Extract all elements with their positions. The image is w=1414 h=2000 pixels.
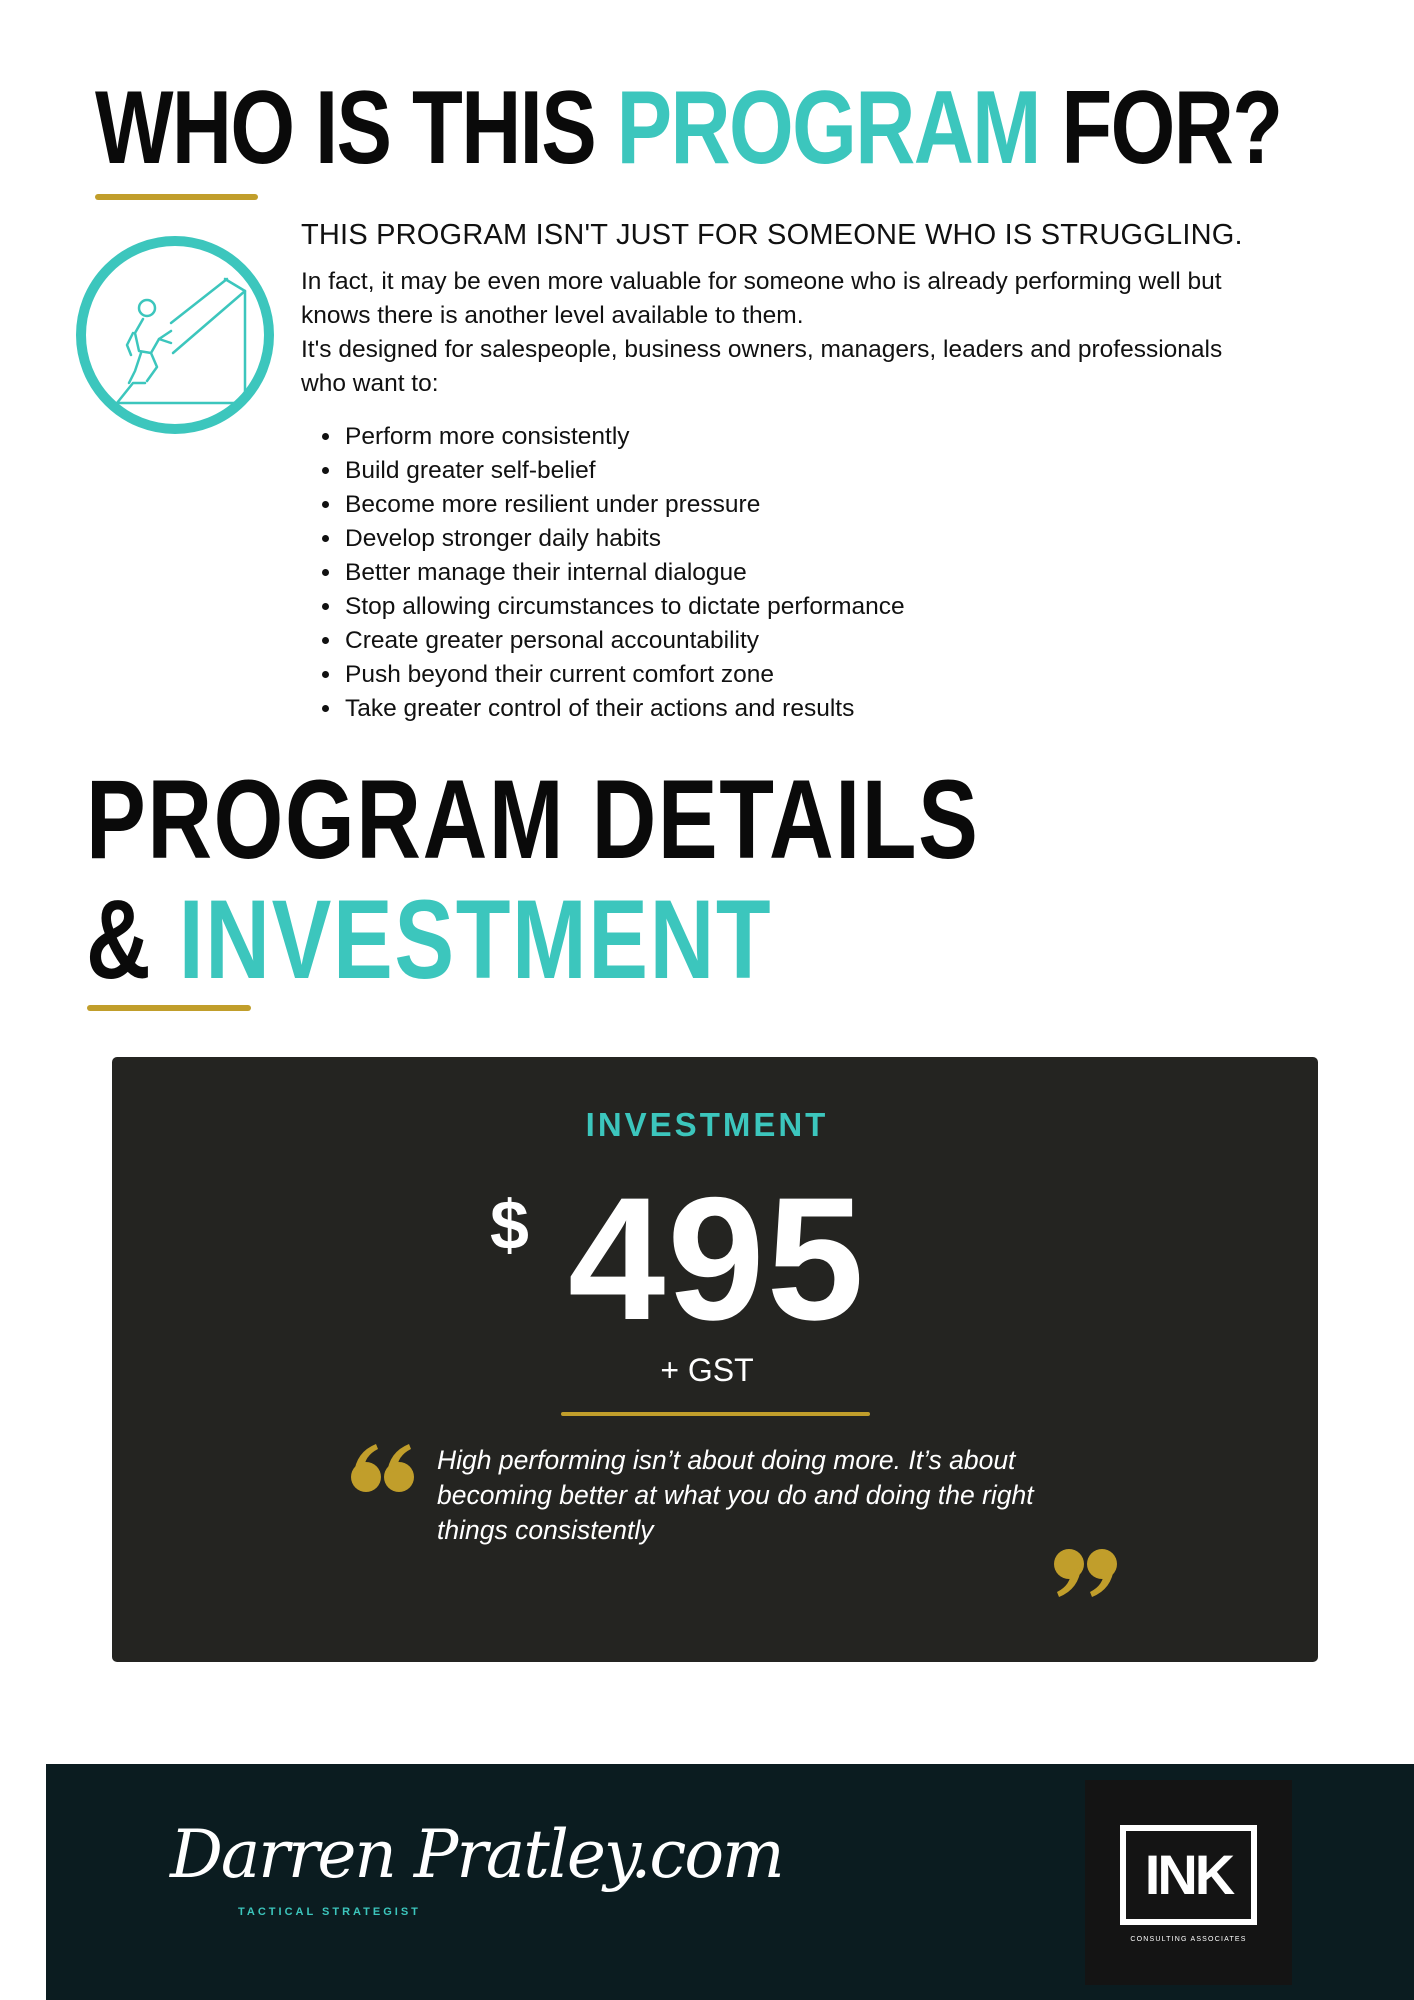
price-divider (561, 1412, 870, 1416)
heading-underline-2 (87, 1005, 251, 1011)
signature-tagline: TACTICAL STRATEGIST (238, 1906, 421, 1918)
benefits-list (301, 420, 905, 726)
tax-note: + GST (660, 1352, 754, 1388)
heading-accent-text: INVESTMENT (178, 877, 773, 1002)
climber-icon (75, 235, 275, 435)
heading-accent-text: PROGRAM (616, 70, 1040, 186)
heading-line-1: PROGRAM DETAILS (86, 757, 980, 882)
open-quote-icon (350, 1440, 416, 1496)
close-quote-icon (1052, 1545, 1118, 1601)
list-item: • Develop stronger daily habits (343, 522, 905, 556)
intro-paragraph-2: It's designed for salespeople, business owners, managers, leaders and professionals who want to: (301, 336, 1223, 397)
list-item: • Perform more consistently (343, 420, 905, 454)
heading-text: WHO IS THIS (95, 70, 617, 186)
ink-logo-letters: INK (1144, 1843, 1233, 1906)
section-heading-details (86, 757, 980, 1002)
ink-logo-subtitle: CONSULTING ASSOCIATES (1130, 1936, 1247, 1943)
heading-text-end: FOR? (1039, 70, 1282, 186)
section-heading-who (95, 68, 1281, 188)
intro-text (301, 265, 1231, 401)
lead-statement: THIS PROGRAM ISN'T JUST FOR SOMEONE WHO IS STRUGGLING. (301, 219, 1243, 251)
list-item: • Build greater self-belief (343, 454, 905, 488)
price-amount: 495 (568, 1162, 866, 1357)
intro-paragraph-1: In fact, it may be even more valuable for someone who is already performing well but knows there is another level available to them. (301, 268, 1222, 329)
heading-underline (95, 194, 258, 200)
ink-logo-frame (1120, 1825, 1257, 1925)
investment-label: INVESTMENT (585, 1106, 829, 1143)
list-item: • Better manage their internal dialogue (343, 556, 905, 590)
list-item: • Create greater personal accountability (343, 624, 905, 658)
list-item: • Become more resilient under pressure (343, 488, 905, 522)
signature-logo: Darren Pratley.com (170, 1816, 783, 1893)
list-item: • Stop allowing circumstances to dictate performance (343, 590, 905, 624)
testimonial-quote: High performing isn’t about doing more. It’s about becoming better at what you do and doing the right things consistently (437, 1445, 1034, 1545)
heading-ampersand: & (86, 877, 179, 1002)
currency-symbol: $ (490, 1186, 529, 1264)
list-item: • Take greater control of their actions and results (343, 692, 905, 726)
list-item: • Push beyond their current comfort zone (343, 658, 905, 692)
